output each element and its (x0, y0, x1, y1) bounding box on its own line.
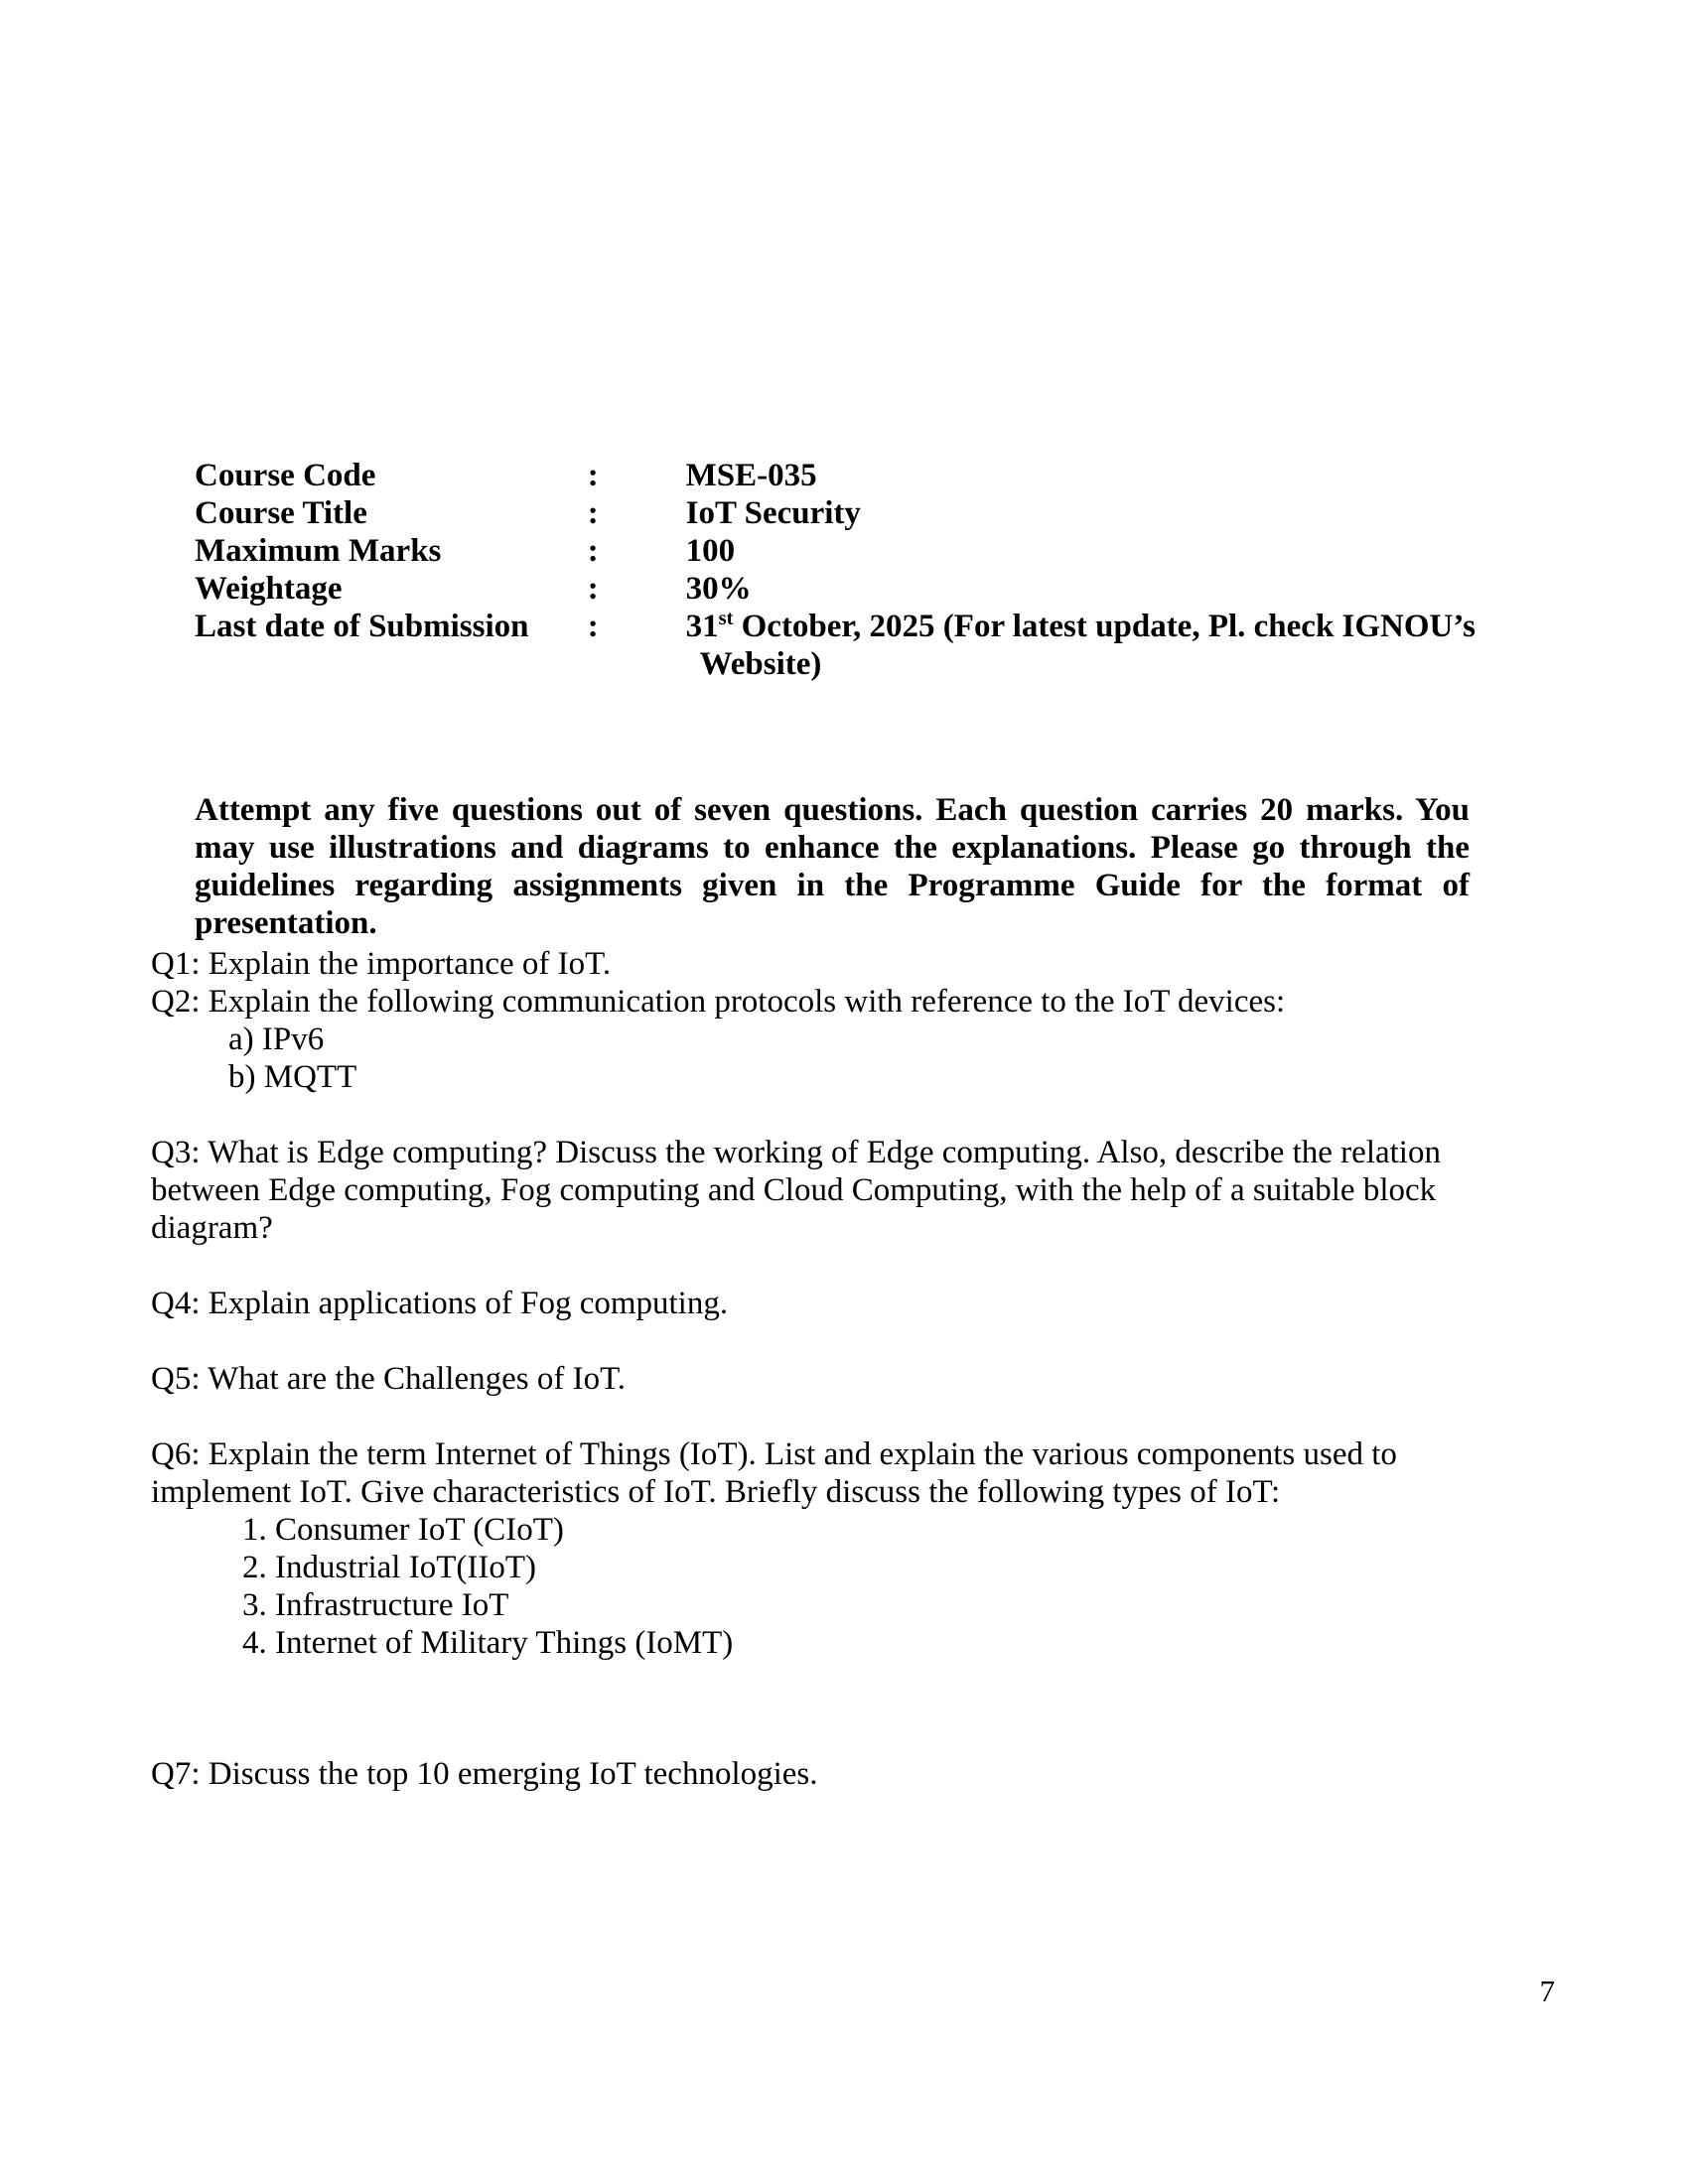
question-q3-text: Q3: What is Edge computing? Discuss the working of Edge computing. Also, describe the relation between Edge computing, Fog computing and Cloud Computing, with the help of a suitable block diagram? (151, 1135, 1441, 1246)
meta-row-maximum-marks (195, 532, 1476, 570)
list-item: 3. Infrastructure IoT (242, 1587, 509, 1623)
meta-row-course-title (195, 494, 1476, 532)
question-q2 (151, 983, 1472, 1096)
question-q2-sublist (151, 1021, 1472, 1096)
spacer (151, 1247, 1472, 1285)
question-q5 (151, 1360, 1472, 1398)
question-q5-text: Q5: What are the Challenges of IoT. (151, 1361, 627, 1397)
meta-value-weightage: 30% (685, 571, 752, 607)
assignment-instructions: Attempt any five questions out of seven questions. Each question carries 20 marks. You may use illustrations and diagrams to enhance the explanations. Please go through the guidelines regarding assignments given in the Programme Guide for the format of presentation. (195, 792, 1470, 941)
meta-row-last-date (195, 608, 1476, 683)
spacer (151, 1398, 1472, 1435)
question-q2-text: Q2: Explain the following communication protocols with reference to the IoT devices: (151, 984, 1286, 1020)
spacer (151, 1662, 1472, 1717)
meta-separator: : (587, 458, 599, 493)
question-q4 (151, 1285, 1472, 1322)
list-item: a) IPv6 (228, 1022, 325, 1057)
meta-label-course-title: Course Title (195, 495, 367, 531)
spacer (151, 1717, 1472, 1755)
meta-label-maximum-marks: Maximum Marks (195, 533, 442, 569)
meta-separator: : (587, 495, 599, 531)
meta-value-maximum-marks: 100 (685, 533, 736, 569)
page-number: 7 (1539, 1974, 1555, 2008)
question-q1 (151, 945, 1472, 983)
spacer (151, 1096, 1472, 1134)
list-item: 1. Consumer IoT (CIoT) (242, 1512, 564, 1548)
question-q4-text: Q4: Explain applications of Fog computing. (151, 1286, 729, 1321)
list-item: 4. Internet of Military Things (IoMT) (242, 1625, 734, 1661)
meta-row-course-code (195, 457, 1476, 494)
submission-rest: October, 2025 (For latest update, Pl. check IGNOU’s (733, 609, 1476, 644)
course-meta-table (195, 457, 1476, 683)
list-item: 2. Industrial IoT(IIoT) (242, 1550, 536, 1585)
meta-label-last-date: Last date of Submission (195, 609, 529, 644)
questions-list (151, 945, 1472, 1793)
question-q7 (151, 1755, 1472, 1793)
meta-value-course-code: MSE-035 (685, 458, 817, 493)
question-q1-text: Q1: Explain the importance of IoT. (151, 946, 612, 982)
meta-separator: : (587, 609, 599, 644)
spacer (151, 1322, 1472, 1360)
question-q6 (151, 1435, 1472, 1662)
submission-ordinal-suffix: st (718, 608, 734, 629)
question-q7-text: Q7: Discuss the top 10 emerging IoT technologies. (151, 1756, 818, 1792)
submission-wrap-line: Website) (699, 646, 822, 682)
meta-value-course-title: IoT Security (685, 495, 861, 531)
meta-row-weightage (195, 570, 1476, 608)
meta-value-last-date (686, 608, 1476, 683)
list-item: b) MQTT (228, 1059, 357, 1095)
question-q6-text: Q6: Explain the term Internet of Things (IoT). List and explain the various components used to implement IoT. Give characteristics of IoT. Briefly discuss the following types of IoT: (151, 1436, 1397, 1510)
question-q3 (151, 1134, 1472, 1247)
meta-separator: : (587, 571, 599, 607)
meta-separator: : (587, 533, 599, 569)
submission-day: 31 (685, 609, 719, 644)
question-q6-sublist (151, 1511, 1472, 1662)
meta-label-course-code: Course Code (195, 458, 376, 493)
meta-label-weightage: Weightage (195, 571, 343, 607)
